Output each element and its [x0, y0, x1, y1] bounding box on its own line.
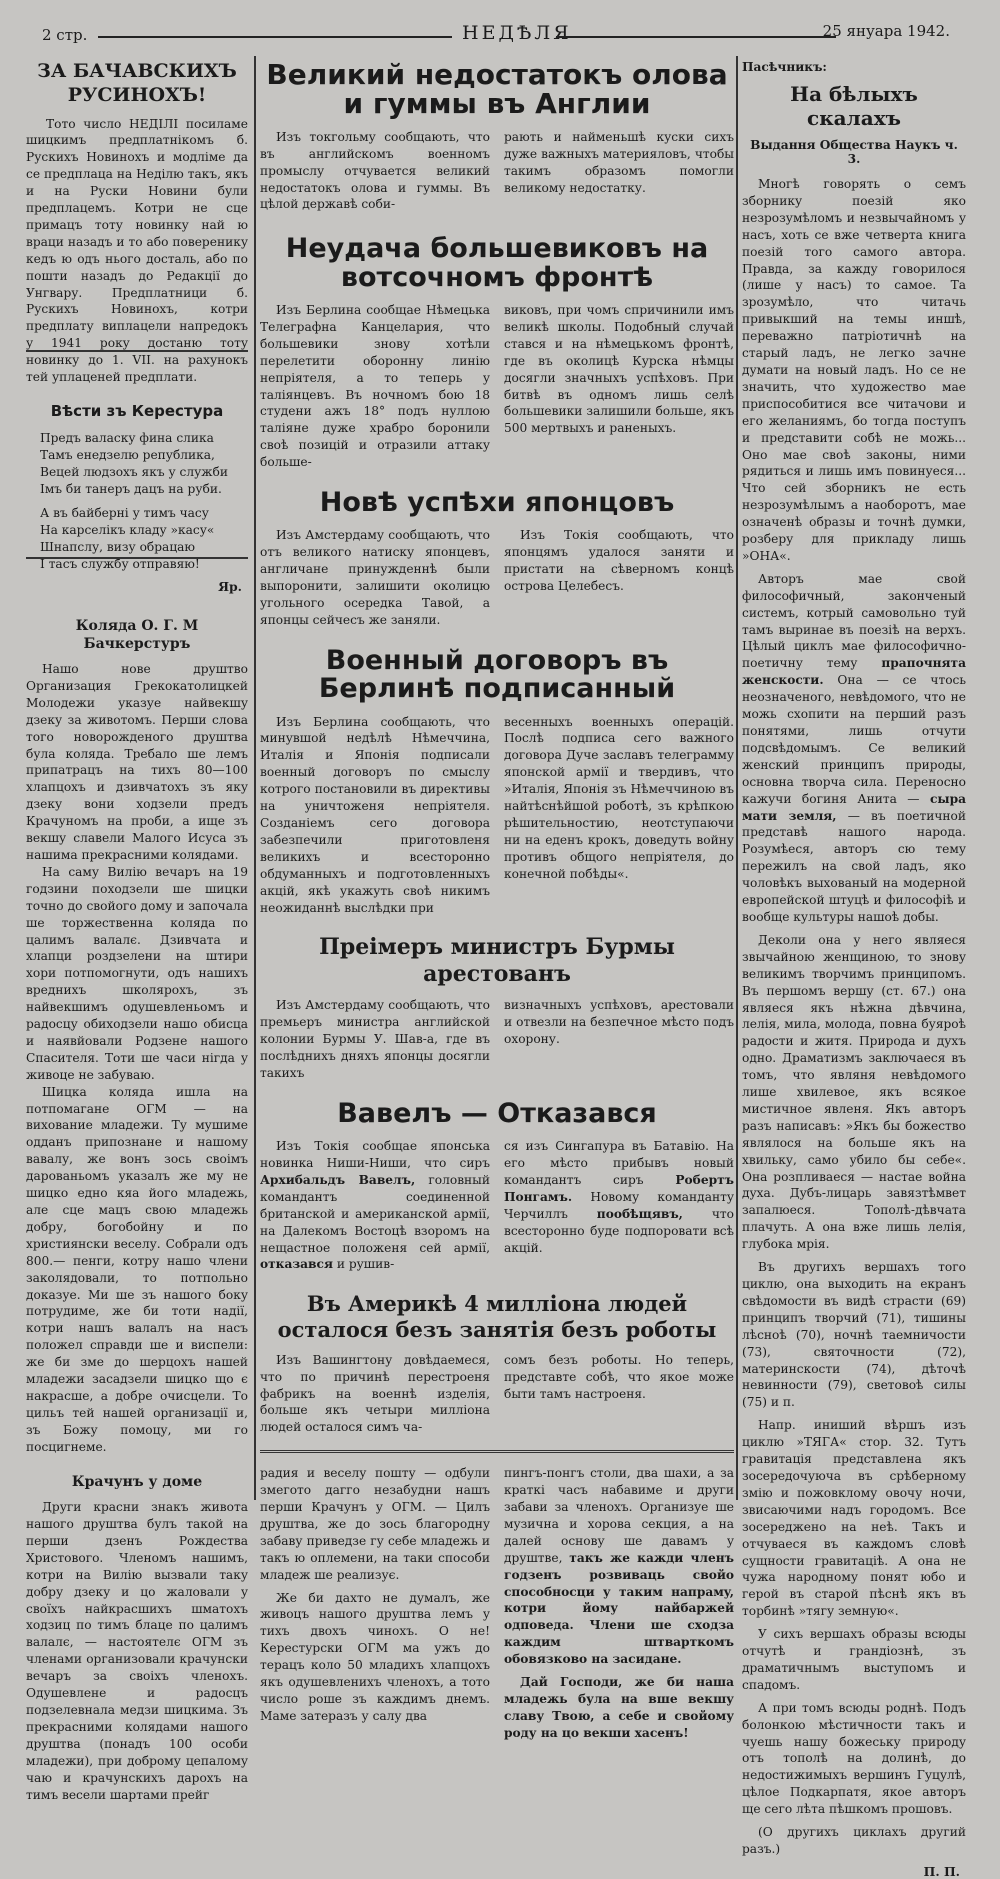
- middle-column: [260, 58, 735, 1740]
- paragraph: радия и веселу пошту — одбули змегото дагго незабудни нашъ перши Крачунъ у ОГМ. — Цилъ друштва, же до зось благородну забаву приведзе гу себе младежь и такъ ю оплемени, на таки способи младеж ше реализує.: [260, 1466, 490, 1582]
- paragraph: Въ другихъ вершахъ того циклю, она выходить на екранъ свѣдомости въ видѣ страсти (69) принципъ творчий (71), тишины лѣсноѣ (70), ночнѣ таемничости (73), святочности (72), материнскости (74), дѣточѣ невинности (79), световоѣ силы (75) и п.: [742, 1260, 966, 1410]
- paragraph: [504, 1138, 734, 1256]
- author-label: Пасѣчникъ:: [742, 60, 827, 74]
- header-rule-left: [98, 36, 452, 38]
- text: и рушив-: [332, 1257, 395, 1272]
- article-title: Крачунъ у доме: [71, 1473, 203, 1490]
- emphasis: отказався: [260, 1257, 333, 1272]
- issue-date: 25 януара 1942.: [822, 22, 950, 40]
- poem-line: Предъ валаску фина слика: [40, 431, 214, 445]
- article-title: На бѣлыхъ скалахъ: [790, 82, 918, 130]
- paragraph: Изъ Вашингтону довѣдаемеся, что по причинѣ перестроеня фабрикъ на военнѣ изделія, больше якъ четыри милліона людей осталося симъ ча-: [260, 1352, 490, 1435]
- right-column: [742, 60, 966, 1879]
- paragraph: Деколи она у него являеся звычайною женщиною, то знову великимъ творчимъ принципомъ. Въ першомъ вершу (ст. 67.) она являеся якъ нѣжна дѣвчина, лелія, мила, молода, повна буяроѣ радости и житя. Природа и духъ одно. Драматизмъ заключаеся въ томъ, что являня невѣдомого лише хвилевое, якъ всякое мистичное явленя. Якъ авторъ разъ написавъ: »Якъ бы божество являлося на больше якъ на хвильку, само убило бы себе«. Она розпливаеся — настае война духа. Дубъ-лицарь завязтѣмвет запалюеся. Тополѣ-дѣвчата плачуть. А она вже лишь лелія, глубока мрія.: [742, 932, 966, 1252]
- text: пингъ-понгъ столи, два шахи, а за краткі часъ набавиме и други забави за членохъ. Организуе ше музична и хорова секция, а на далей основу ше давамъ у друштве,: [504, 1466, 734, 1565]
- paragraph: Нашо нове друштво Организация Грекокатолицкей Молодежи указуе найвекшу дзеку за животомъ. Перши слова того новорожденого друштва була коляда. Требало ше лемъ припатрацъ на тихъ 80—100 хлапцохъ и дзивчатохъ зъ яку дзеку вони ходзели предъ Крачуномъ на проби, а ище зъ векшу славели Малого Исуса зъ нашима прекрасними колядами.: [26, 662, 248, 862]
- column-divider-left: [254, 56, 256, 1500]
- article-kolyada: [26, 618, 248, 1456]
- article-krachun: [26, 1474, 248, 1804]
- article-america: [260, 1291, 734, 1436]
- text: Она — се чтось неозначеного, невѣдомого, что не можь схопити на перший разъ понятями, лишь отчути подсвѣдомымъ. Се великий женский принципъ природы, основна творча сила. Переносно кажучи богиня Анита —: [742, 673, 966, 806]
- paragraph: Изъ Берлина сообщають, что минувшой недѣлѣ Нѣмеччина, Италія и Японія подписали военный договоръ по смыслу котрого постановили въ директивы на уничтоженя непріятеля. Созданіемъ сего договора забезпечили приготовленя великихъ и всесторонно обдуманныхъ и подготовленныхъ акцій, якѣ укажуть своѣ никимъ неожиданнѣ выслѣдки при: [260, 714, 490, 915]
- emphasis: такъ же кажди членъ годзенъ розвиваць свойо способносци у таким напрамy, котри йому найбаржей одповеда. Члени ше сходза каждим штварткомъ обовязково на засидане.: [504, 1550, 735, 1667]
- emphasis: сыра мати земля,: [742, 791, 966, 823]
- text: Новому команданту Черчиллъ: [504, 1189, 734, 1221]
- person-name: Архибальдъ Вавелъ,: [260, 1172, 416, 1187]
- article-title: Коляда О. Г. М Бачкерстуръ: [75, 618, 199, 652]
- emphasis: пообѣщявъ,: [596, 1206, 683, 1221]
- article-headline: Новѣ успѣхи японцовъ: [319, 487, 675, 519]
- poem-line: Імъ би танеръ дацъ на руби.: [40, 482, 222, 496]
- poem-line: І тасъ службу отправяю!: [40, 557, 200, 571]
- article-headline: Въ Америкѣ 4 милліона людей осталося безъ занятія безъ роботы: [277, 1291, 717, 1342]
- poem-line: Шнапслу, визу обрацаю: [40, 540, 196, 554]
- poem-line: На карселікъ кладу »касу«: [40, 523, 215, 537]
- article-headline: Военный договоръ въ Берлинѣ подписанный: [318, 644, 676, 705]
- poem-line: Вецей людзохъ якъ у служби: [40, 465, 228, 479]
- article-appeal: [26, 60, 248, 386]
- poem-line: А въ байберні у тимъ часу: [40, 506, 209, 520]
- paragraph: На саму Вилію вечаръ на 19 годзини походзели ше шицки точно до свойого дому и започала ше торжественна коляда по цалимъ валалє. Дзивчата и хлапци роздзелени на штири хори потпомогнути, одъ нашихъ вреднихъ школярохъ, зъ найвекшимъ одушевленьомъ и радосцу обиходзели нашо обисца и наявйовали Родзене нашого Спасителя. Тоти ше часи нігда у живоце не забуваю.: [26, 864, 248, 1082]
- paragraph: Изъ Амстердаму сообщають, что премьеръ министра английской колонии Бурмы У. Шав-а, где въ послѣднихъ дняхъ японцы досягли такихъ: [260, 998, 490, 1080]
- article-england: [260, 60, 734, 213]
- emphasis: прапочнята женскости.: [742, 656, 966, 688]
- paragraph: Други красни знакъ живота нашого друштва булъ такой на перши дзенъ Рождества Христового. Членомъ нашимъ, котри на Вилію вызвали тaку добру дзеку и цо жаловали у своїхъ найкрасшихъ шматохъ ходзиц по тимъ блаце по цалимъ валалє, — настоятелє ОГМ зъ членами организовали крачунски вечаръ за своіхъ членохъ. Одушевлене и радосцъ подзелевнала медзи шицкима. Зъ прекрасними колядами нашого друштва (понадъ 100 особи младежи), при доброму цепалому чаю и крачунскихъ дарохъ на тимъ весели шартами прейг: [26, 1500, 248, 1802]
- article-burma: [260, 934, 734, 1081]
- article-headline: Вавелъ — Отказався: [337, 1097, 657, 1129]
- article-title: ЗА БАЧАВСКИХЪ РУСИНОХЪ!: [37, 60, 237, 106]
- paragraph: [260, 1138, 490, 1273]
- article-subtitle: Выдання Общества Наукъ ч. 3.: [750, 138, 958, 166]
- paragraph: рають и найменьшѣ куски сихъ дуже важныхъ материяловъ, чтобы такимъ образомъ помогли великому недостатку.: [504, 129, 734, 195]
- article-continuation: [260, 1450, 734, 1742]
- article-headline: Неудача большевиковъ на вотсочномъ фронтѣ: [285, 233, 709, 293]
- masthead: [28, 14, 972, 50]
- paragraph: Дай Господи, же би наша младежь була на вше векшу славу Твою, а себе и свойому роду на цо векши хасенъ!: [504, 1675, 734, 1740]
- text: что всесторонно буде подпоровати всѣ акцій.: [504, 1206, 735, 1255]
- header-rule-right: [556, 36, 836, 38]
- paragraph: Шицка коляда ишла на потпомагане ОГМ — на вихование младежи. Ту мушиме одданъ припознане и нашому вавалу, же вонъ зось своімъ дарованьомъ указалъ же му не шицко едно кяа його младежь, але сце мацъ свою младежь добру, богобойну и по християнски веселу. Cобрали одъ 800.— пенги, котру нашо члени заколядовали, то потпольно доказуе. Ми ше зъ нашого боку потрудиме, же би тоти надії, котри нашъ валалъ на насъ положел справди ше и виспели: же би зме до шерцохъ нашей младежи засадзели шицко що є накрасше, а добре очисцели. То цильъ тей нашей организації и, зъ Божу помоцу, ми го посцигнеме.: [26, 1084, 248, 1454]
- paragraph: Многѣ говорять о семъ зборнику поезій яко незрозумѣломъ и незвычайномъ у насъ, хоть се вже четверта книга поезій того самого автора. Правда, за кажду говорилося (лише у насъ) то самое. Та зрозумѣло, что читачь привыкший на темы иншѣ, переважно патріотичнѣ на старый ладъ, не легко зачне думати на новый ладъ. Но се не значить, что художество мае приспособитися все читачови и его желаниямъ, бо тогда поступъ и представити собѣ не можь... Оно мае своѣ законы, ними рядиться и лишь имъ повинуеся... Что сей зборникъ не есть незрозумѣлымъ а наоборотъ, мае означенѣ образы и точнѣ думки, розберу для прикладу лишь »ОНА«.: [742, 177, 966, 563]
- article-headline: Великий недостатокъ олова и гуммы въ Англии: [266, 58, 728, 121]
- paragraph: Изъ Амстердаму сообщають, что отъ великого натиску японцевъ, англичане принужденнѣ были выпоронити, залишити околицю угольного осередка Тавой, а японцы сейчесъ же заняли.: [260, 528, 490, 627]
- article-headline: Преімеръ министръ Бурмы арестованъ: [319, 934, 675, 987]
- article-kerestur: [26, 402, 248, 594]
- person-name: Робертъ Понгамъ.: [504, 1172, 734, 1204]
- paragraph: Изъ Берлина сообщае Нѣмецька Телеграфна Канцелария, что большевики знову хотѣли перелетити оборонну линію непріятеля, а то теперь у таліянцевъ. Въ ночномъ бою 18 студени ажъ 18° подъ нуллою таліяне дуже храбро боронили своѣ позицій и отразили аттаку больше-: [260, 303, 490, 470]
- paragraph: сомъ безъ роботы. Но теперь, представте собѣ, что якое може быти тамъ настроеня.: [504, 1352, 734, 1401]
- text: — въ поетичной представѣ нашого народа. Розумѣеся, авторъ сю тему пережилъ на свой ладъ, яко чоловѣкъ выхованый на модерной европейской штуцѣ и философіѣ и вообще культуры нашоѣ добы.: [742, 808, 966, 924]
- article-treaty: [260, 644, 734, 917]
- text: Авторъ мае свой философичный, законченый системъ, котрый самовольно туй тамъ выринае въ поезіѣ на верхъ. Цѣлый циклъ мае философично-поетичну тему: [742, 571, 966, 671]
- article-wavell: [260, 1097, 735, 1274]
- article-bolsheviks: [260, 235, 734, 471]
- paragraph: визначныхъ успѣховъ, арестовали и отвезли на безпечное мѣсто подъ охорону.: [504, 998, 734, 1046]
- poem-line: Тамъ енедзелю република,: [40, 448, 215, 462]
- page-number: 2 стр.: [42, 26, 88, 44]
- divider: [26, 350, 248, 352]
- paragraph: весенныхъ военныхъ операцій. Послѣ подписа сего важного договора Дуче заславъ телеграмму японской армії и твердивъ, что »Италія, Японія зъ Нѣмеччиною въ найтѣснѣйшой роботѣ, зъ крѣпкою рѣшительностию, неотступаючи ни на еденъ крокъ, доведуть войну противъ общого непріятеля, до конечной побѣды«.: [504, 714, 734, 881]
- text: головный командантъ соединенной британской и американской армії, на Далекомъ Востоцѣ взоромъ на нещастное положеня сей армії,: [260, 1172, 491, 1255]
- paragraph: Напр. иниший вѣршъ изъ циклю »ТЯГА« стор. 32. Тутъ гравитація представлена якъ зосередочуюча въ срѣберному змію и пожовклому овочу ночи, звисаючими надъ городомъ. Все зосереджено на неѣ. Такъ и отчуваеся въ каждомъ словѣ сущности гравитаціѣ. А она не чужа народному понят юбо и герой въ старой пѣснѣ якъ въ торбинѣ »тягу земную«.: [742, 1418, 966, 1619]
- paragraph: А при томъ всюды роднѣ. Подъ болонкою мѣстичности такъ и чуешь нашу божеську природу отъ тополѣ на долинѣ, до недостижимыхъ вершинъ Гуцулѣ, цѣлое Подкарпатя, якое авторъ ще сего лѣта пѣшкомъ прошовъ.: [742, 1700, 966, 1817]
- paragraph: [504, 1465, 734, 1668]
- signature: П. П.: [923, 1863, 960, 1879]
- paragraph: (О другихъ циклахъ другий разъ.): [742, 1825, 966, 1856]
- paragraph: виковъ, при чомъ спричинили имъ великѣ школы. Подобный случай стався и на нѣмецькомъ фронтѣ, где въ околицѣ Курска нѣмцы досягли значныхъ успѣховъ. При битвѣ въ одномъ лишь селѣ большевики залишили больше, якъ 500 мертвыхъ и раненыхъ.: [504, 303, 734, 436]
- paragraph: Же би дахто не думалъ, же живоцъ нашого друштва лемъ у тихъ двохъ чиноxъ. О не! Керестурски ОГМ мa ужъ до терацъ коло 50 младихъ хлапцохъ якъ одушевленихъ членохъ, а тото число роше зъ каждимъ днемъ. Маме затеразъ у салу два: [260, 1590, 490, 1723]
- paragraph: Изъ Токія сообщають, что японцямъ удалося заняти и пристати на сѣверномъ концѣ острова Целебесъ.: [504, 528, 734, 594]
- text: ся изъ Сингапура въ Батавію. На его мѣсто прибывъ новый командантъ сиръ: [504, 1139, 734, 1187]
- article-japan-success: [260, 489, 734, 629]
- paragraph: Изъ токгольму сообщають, что въ английскомъ военномъ промыслу отчувается великий недостатокъ олова и гуммы. Въ цѣлой державѣ соби-: [260, 129, 490, 212]
- paragraph: [742, 571, 966, 926]
- signature: Яр.: [218, 579, 242, 594]
- article-title: Вѣсти зъ Керестура: [50, 402, 224, 420]
- column-divider-right: [736, 56, 738, 1500]
- paragraph: У сихъ вершахъ образы всюды отчутѣ и грандіознѣ, зъ драматичнымъ выступомъ и спадомъ.: [742, 1627, 966, 1692]
- article-text: Тото число НЕДІЛІ посиламе шицкимъ предплатнікомъ б. Рускихъ Новинохъ и модліме да се предплаца на Неділю такъ, якъ и на Руски Новини були предплацемъ. Котри не сце примацъ тоту новинку най ю враци назадъ и то або поверенику кедъ ю одъ нього досталь, або по пошти назадъ до Редакції до Унгвару. Предплатници б. Рускихъ Новинохъ, котри предплату виплацели напредокъ у 1941 року достаню тоту новинку до 1. VII. на рахунокъ тей уплаценей предплати.: [26, 116, 248, 385]
- poem: [26, 430, 248, 573]
- text: Изъ Токія сообщае японська новинка Ниши-Ниши, что сиръ: [260, 1139, 490, 1170]
- newspaper-name: НЕДѢЛЯ: [462, 22, 572, 44]
- left-column: [26, 60, 248, 1803]
- divider: [26, 557, 248, 559]
